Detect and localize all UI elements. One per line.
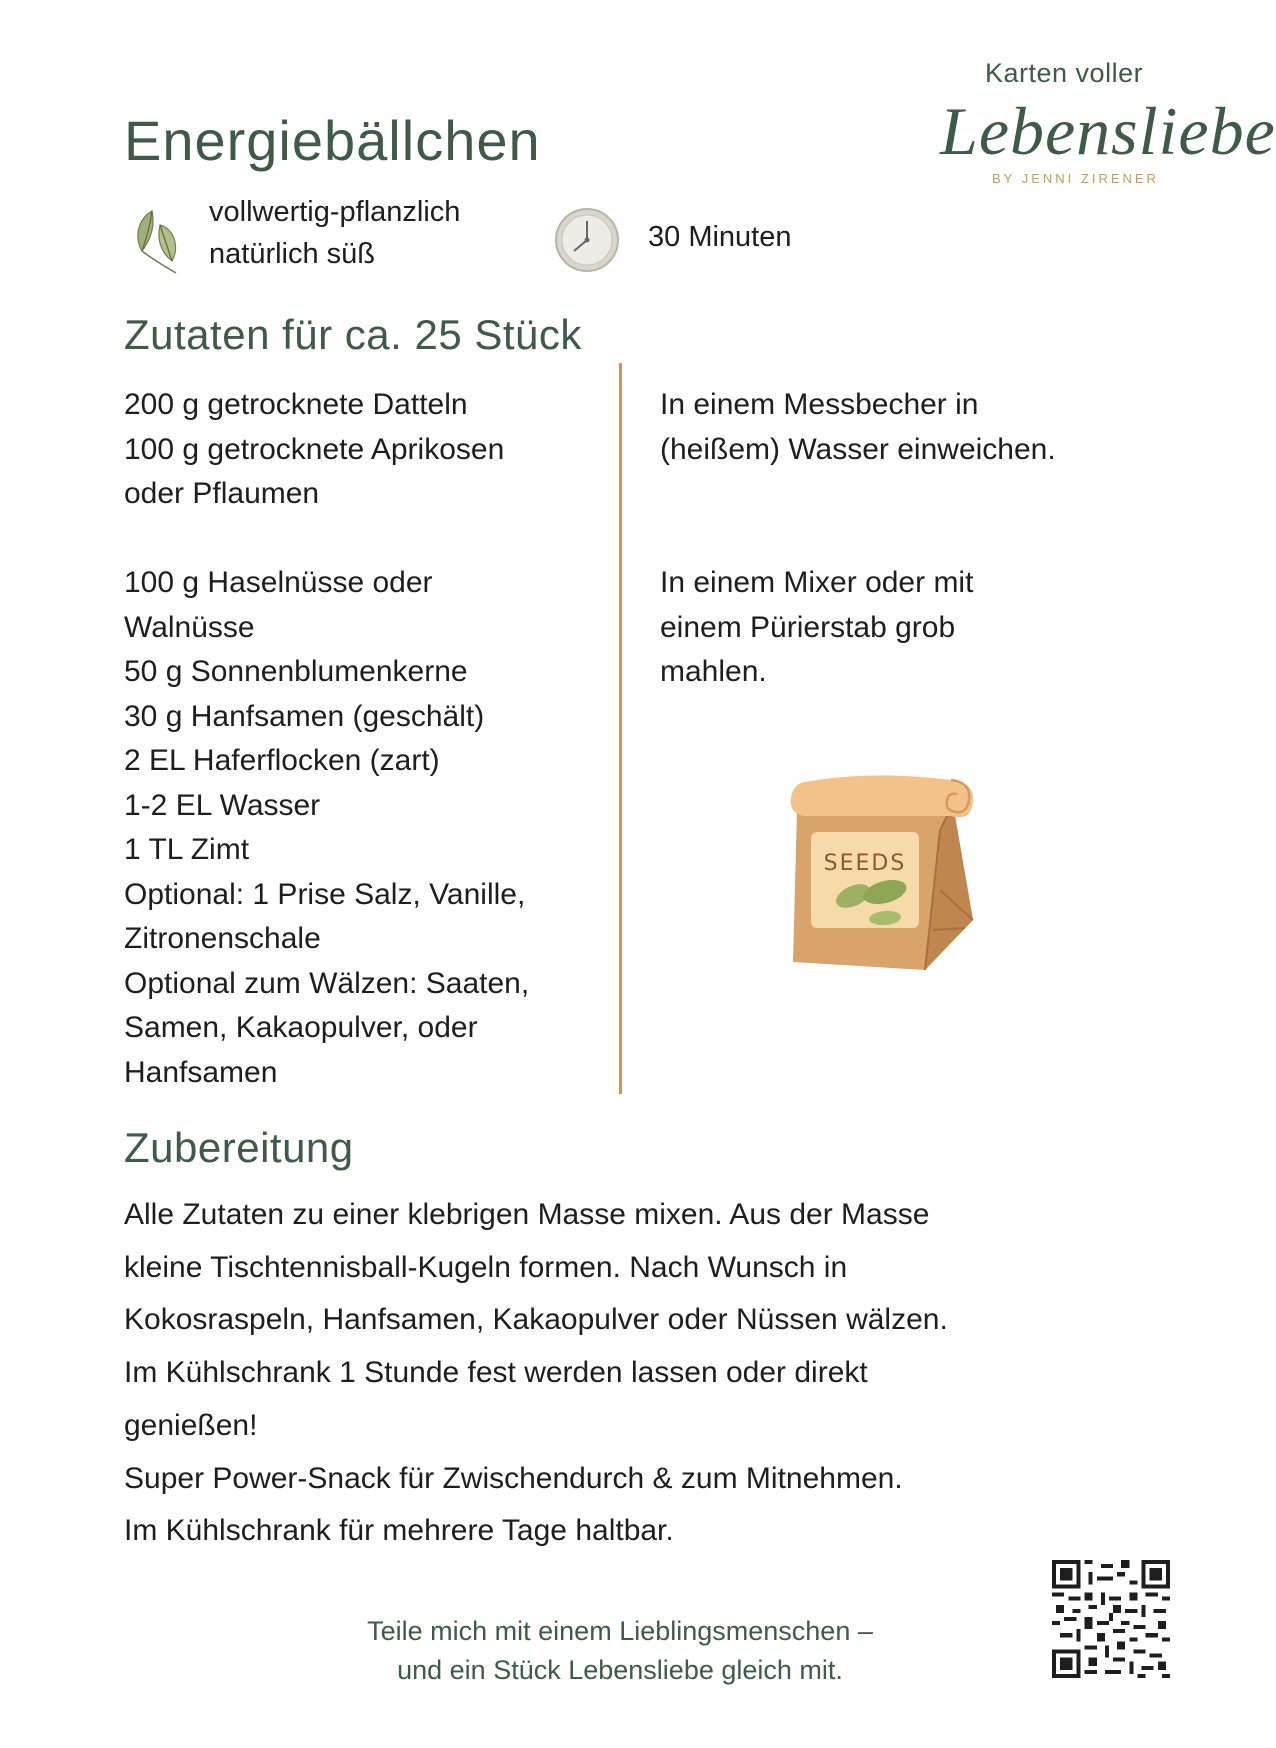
preparation-line: Super Power-Snack für Zwischendurch & zum Mitnehmen. <box>124 1461 903 1495</box>
preparation-line: Im Kühlschrank für mehrere Tage haltbar. <box>124 1514 674 1548</box>
ingredient-line: 200 g getrocknete Datteln <box>124 388 468 421</box>
ingredient-line: 1-2 EL Wasser <box>124 788 321 822</box>
step-grind <box>660 561 973 695</box>
ingredient-group-2 <box>124 561 529 1095</box>
ingredients-heading: Zutaten für ca. 25 Stück <box>124 311 582 358</box>
seed-bag-label: SEEDS <box>823 851 907 876</box>
ingredient-line: 30 g Hanfsamen (geschält) <box>124 699 485 733</box>
preparation-line: kleine Tischtennisball-Kugeln formen. Nach Wunsch in <box>124 1250 848 1284</box>
ingredient-line: 100 g getrocknete Aprikosen <box>124 432 505 466</box>
qr-code-icon[interactable] <box>1052 1560 1170 1678</box>
step-soak <box>660 383 1056 472</box>
footer-line-1: Teile mich mit einem Lieblingsmenschen – <box>367 1616 873 1646</box>
footer-line-2: und ein Stück Lebensliebe gleich mit. <box>397 1655 843 1685</box>
preparation-line: Im Kühlschrank 1 Stunde fest werden lassen oder direkt <box>124 1356 868 1390</box>
preparation-line: Kokosraspeln, Hanfsamen, Kakaopulver oder Nüssen wälzen. <box>124 1303 948 1337</box>
preparation-line: genießen! <box>124 1408 258 1442</box>
prep-time: 30 Minuten <box>648 221 792 253</box>
clock-icon <box>552 207 622 273</box>
logo-byline: BY JENNI ZIRENER <box>992 171 1159 186</box>
leaf-icon <box>130 205 186 275</box>
seed-bag-icon <box>775 770 990 975</box>
ingredient-line: oder Pflaumen <box>124 477 320 510</box>
ingredient-line: Samen, Kakaopulver, oder <box>124 1011 478 1044</box>
ingredient-group-1 <box>124 383 504 517</box>
recipe-title: Energiebällchen <box>124 109 541 172</box>
ingredient-line: Optional zum Wälzen: Saaten, <box>124 966 530 1000</box>
tag-naturally-sweet: natürlich süß <box>209 238 376 270</box>
ingredient-line: Walnüsse <box>124 610 255 644</box>
step-line: In einem Mixer oder mit <box>660 566 974 599</box>
preparation-heading: Zubereitung <box>124 1124 354 1171</box>
ingredient-line: Zitronenschale <box>124 922 321 955</box>
step-line: (heißem) Wasser einweichen. <box>660 432 1056 466</box>
step-line: einem Pürierstab grob <box>660 610 956 644</box>
step-line: In einem Messbecher in <box>660 388 979 421</box>
tag-plant-based: vollwertig-pflanzlich <box>209 196 461 228</box>
ingredient-line: 1 TL Zimt <box>124 833 250 866</box>
logo-tagline: Karten voller <box>985 58 1144 88</box>
step-line: mahlen. <box>660 655 767 688</box>
column-divider <box>619 363 622 1094</box>
ingredient-line: 100 g Haselnüsse oder <box>124 566 433 599</box>
preparation-text <box>124 1189 948 1558</box>
logo-wordmark: Lebensliebe <box>940 93 1276 169</box>
ingredient-line: 50 g Sonnenblumenkerne <box>124 655 468 688</box>
ingredient-line: Optional: 1 Prise Salz, Vanille, <box>124 877 526 911</box>
ingredient-line: 2 EL Haferflocken (zart) <box>124 744 440 777</box>
ingredient-line: Hanfsamen <box>124 1055 278 1089</box>
preparation-line: Alle Zutaten zu einer klebrigen Masse mixen. Aus der Masse <box>124 1198 930 1231</box>
